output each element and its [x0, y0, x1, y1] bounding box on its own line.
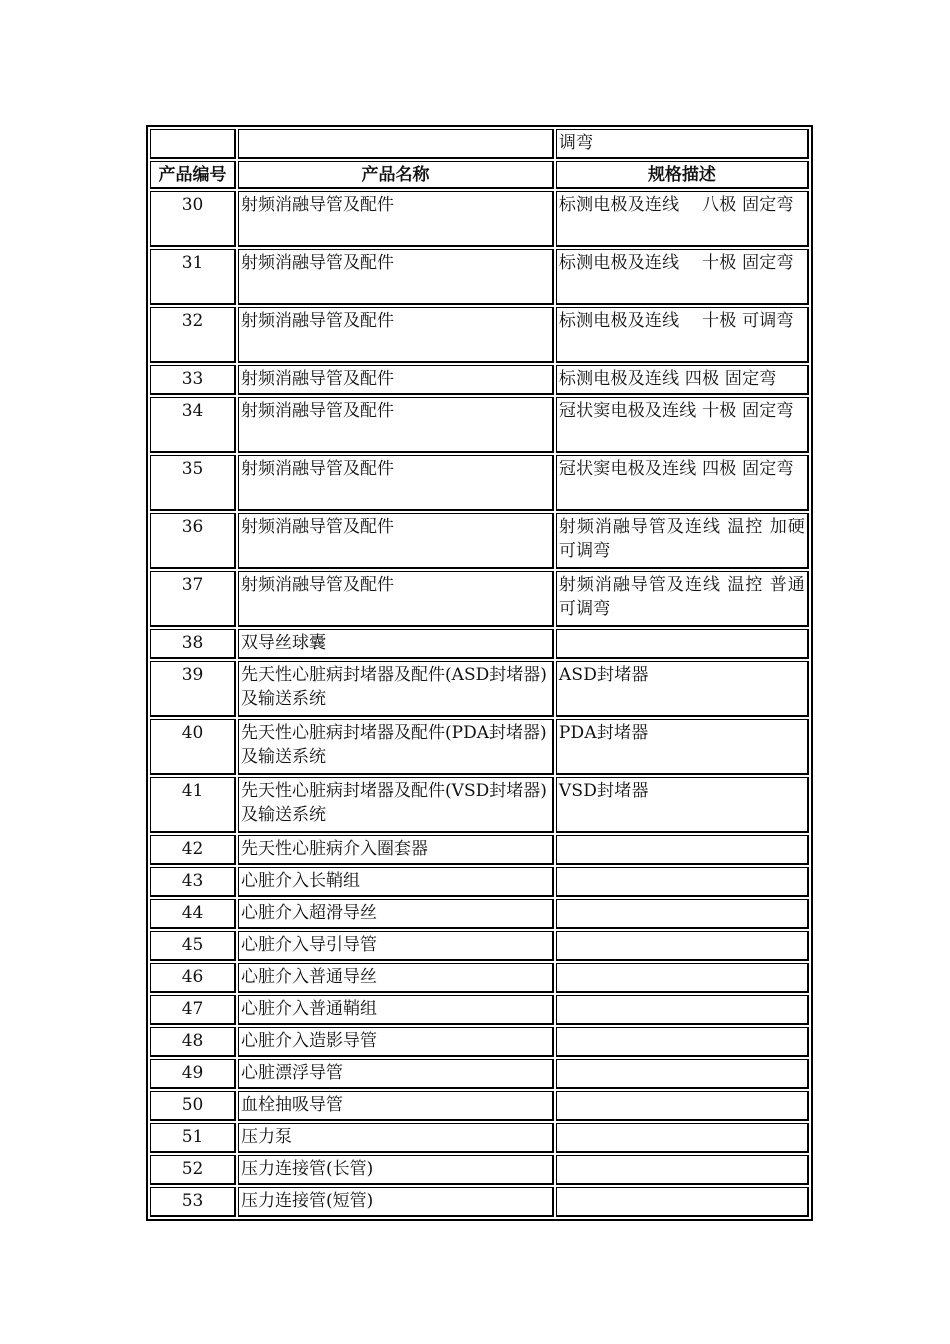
- cell-spec: VSD封堵器: [556, 777, 809, 833]
- cell-name: 双导丝球囊: [238, 629, 554, 659]
- cell-code: 44: [150, 899, 236, 929]
- cell-name: [238, 129, 554, 159]
- table-row: [150, 191, 809, 247]
- cell-spec: 标测电极及连线 八极 固定弯: [556, 191, 809, 247]
- cell-name: 压力连接管(短管): [238, 1187, 554, 1217]
- table-row: [150, 1155, 809, 1185]
- table-row: [150, 455, 809, 511]
- cell-spec: [556, 1027, 809, 1057]
- cell-spec: 标测电极及连线 四极 固定弯: [556, 365, 809, 395]
- cell-name: 先天性心脏病封堵器及配件(ASD封堵器)及输送系统: [238, 661, 554, 717]
- header-code: 产品编号: [150, 161, 236, 189]
- cell-code: 43: [150, 867, 236, 897]
- cell-code: [150, 129, 236, 159]
- cell-code: 36: [150, 513, 236, 569]
- cell-spec: [556, 867, 809, 897]
- cell-name: 心脏介入超滑导丝: [238, 899, 554, 929]
- cell-code: 39: [150, 661, 236, 717]
- table-row: [150, 1059, 809, 1089]
- table-row: [150, 777, 809, 833]
- cell-code: 51: [150, 1123, 236, 1153]
- cell-spec: 冠状窦电极及连线 十极 固定弯: [556, 397, 809, 453]
- table-row: [150, 963, 809, 993]
- cell-code: 45: [150, 931, 236, 961]
- cell-name: 射频消融导管及配件: [238, 307, 554, 363]
- cell-code: 40: [150, 719, 236, 775]
- table-row: [150, 1027, 809, 1057]
- table-row: [150, 571, 809, 627]
- cell-spec: [556, 899, 809, 929]
- product-spec-table: [146, 125, 813, 1221]
- table-row: [150, 995, 809, 1025]
- cell-name: 压力泵: [238, 1123, 554, 1153]
- cell-name: 射频消融导管及配件: [238, 191, 554, 247]
- cell-code: 37: [150, 571, 236, 627]
- table-row: [150, 397, 809, 453]
- cell-name: 心脏介入普通导丝: [238, 963, 554, 993]
- cell-code: 35: [150, 455, 236, 511]
- cell-spec: [556, 931, 809, 961]
- cell-name: 心脏介入普通鞘组: [238, 995, 554, 1025]
- cell-code: 32: [150, 307, 236, 363]
- cell-code: 52: [150, 1155, 236, 1185]
- cell-code: 53: [150, 1187, 236, 1217]
- cell-name: 先天性心脏病封堵器及配件(VSD封堵器)及输送系统: [238, 777, 554, 833]
- cell-spec: 冠状窦电极及连线 四极 固定弯: [556, 455, 809, 511]
- cell-name: 心脏介入导引导管: [238, 931, 554, 961]
- cell-name: 射频消融导管及配件: [238, 249, 554, 305]
- cell-code: 30: [150, 191, 236, 247]
- cell-name: 射频消融导管及配件: [238, 571, 554, 627]
- cell-spec: 标测电极及连线 十极 固定弯: [556, 249, 809, 305]
- cell-code: 34: [150, 397, 236, 453]
- table-row: [150, 867, 809, 897]
- cell-spec: [556, 1187, 809, 1217]
- table-row: [150, 835, 809, 865]
- table-row: [150, 1091, 809, 1121]
- cell-spec: 调弯: [556, 129, 809, 159]
- table-row: [150, 629, 809, 659]
- cell-spec: 射频消融导管及连线 温控 加硬 可调弯: [556, 513, 809, 569]
- table-row: [150, 1187, 809, 1217]
- cell-name: 射频消融导管及配件: [238, 397, 554, 453]
- header-name: 产品名称: [238, 161, 554, 189]
- cell-spec: [556, 963, 809, 993]
- cell-spec: PDA封堵器: [556, 719, 809, 775]
- cell-code: 31: [150, 249, 236, 305]
- cell-name: 血栓抽吸导管: [238, 1091, 554, 1121]
- cell-name: 射频消融导管及配件: [238, 513, 554, 569]
- table-row: [150, 1123, 809, 1153]
- table-row: [150, 719, 809, 775]
- table-row: [150, 249, 809, 305]
- cell-code: 33: [150, 365, 236, 395]
- header-row: [150, 161, 809, 189]
- cell-code: 46: [150, 963, 236, 993]
- cell-name: 心脏介入长鞘组: [238, 867, 554, 897]
- cell-code: 50: [150, 1091, 236, 1121]
- cell-name: 心脏介入造影导管: [238, 1027, 554, 1057]
- cell-spec: [556, 995, 809, 1025]
- cell-spec: [556, 1155, 809, 1185]
- cell-code: 41: [150, 777, 236, 833]
- table-row: [150, 899, 809, 929]
- cell-name: 射频消融导管及配件: [238, 365, 554, 395]
- cell-name: 先天性心脏病介入圈套器: [238, 835, 554, 865]
- cell-code: 42: [150, 835, 236, 865]
- cell-spec: ASD封堵器: [556, 661, 809, 717]
- cell-spec: [556, 629, 809, 659]
- cell-spec: [556, 1059, 809, 1089]
- cell-name: 先天性心脏病封堵器及配件(PDA封堵器)及输送系统: [238, 719, 554, 775]
- cell-name: 心脏漂浮导管: [238, 1059, 554, 1089]
- cell-code: 48: [150, 1027, 236, 1057]
- cell-code: 49: [150, 1059, 236, 1089]
- table-row: [150, 365, 809, 395]
- cell-spec: [556, 1091, 809, 1121]
- table-row: [150, 513, 809, 569]
- cell-spec: [556, 835, 809, 865]
- cell-spec: 射频消融导管及连线 温控 普通 可调弯: [556, 571, 809, 627]
- cell-spec: 标测电极及连线 十极 可调弯: [556, 307, 809, 363]
- cell-name: 射频消融导管及配件: [238, 455, 554, 511]
- header-spec: 规格描述: [556, 161, 809, 189]
- cell-name: 压力连接管(长管): [238, 1155, 554, 1185]
- continuation-row: [150, 129, 809, 159]
- cell-code: 38: [150, 629, 236, 659]
- cell-spec: [556, 1123, 809, 1153]
- cell-code: 47: [150, 995, 236, 1025]
- table-row: [150, 931, 809, 961]
- table-row: [150, 307, 809, 363]
- table-row: [150, 661, 809, 717]
